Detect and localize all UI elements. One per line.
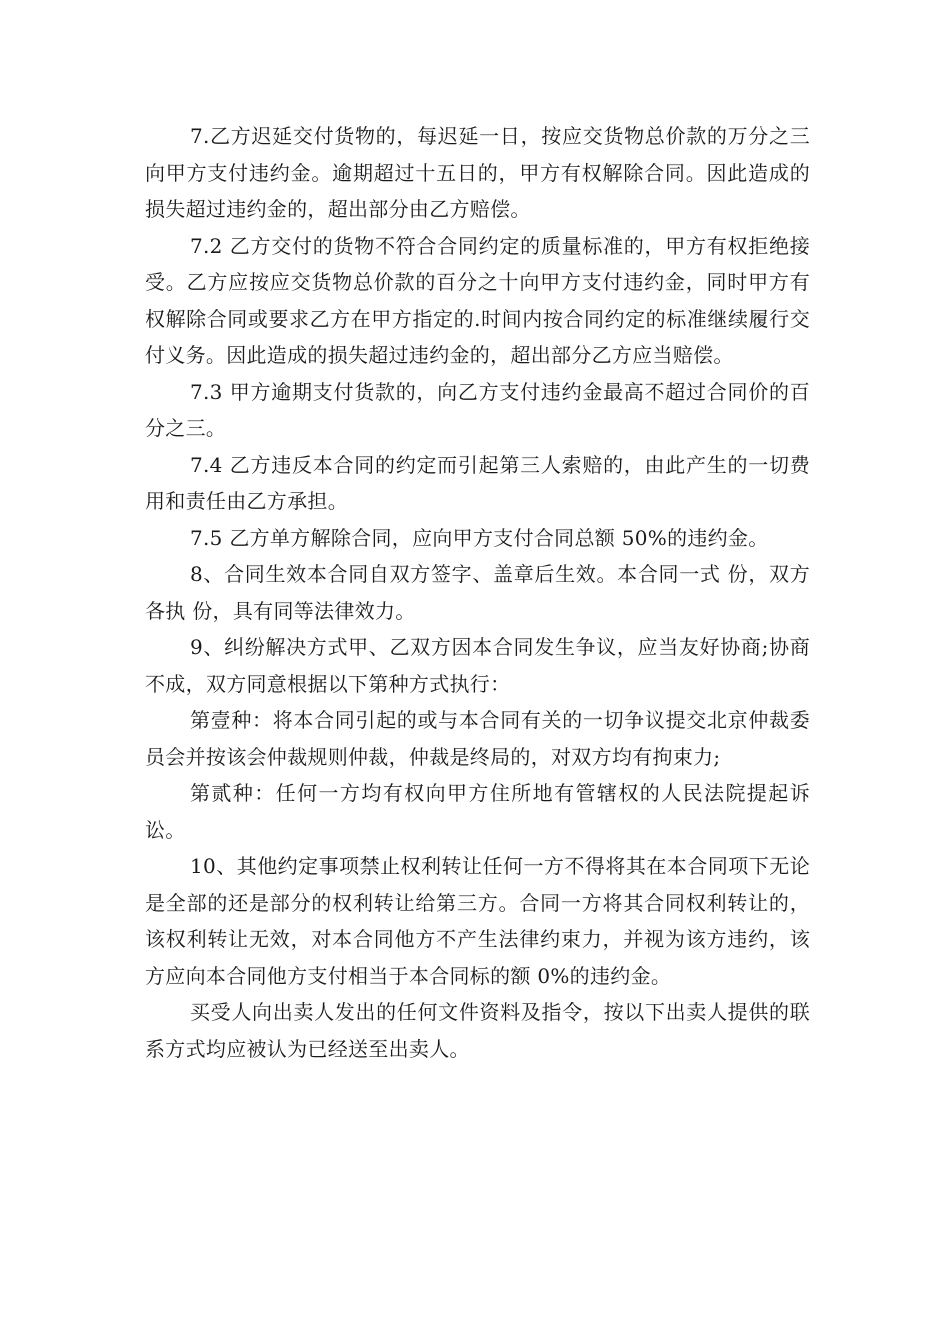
clause-9-option-1: 第壹种：将本合同引起的或与本合同有关的一切争议提交北京仲裁委员会并按该会仲裁规则仲裁，仲裁是终局的，对双方均有拘束力; <box>145 708 810 769</box>
clause-7-1: 7.乙方迟延交付货物的，每迟延一日，按应交货物总价款的万分之三向甲方支付违约金。逾期超过十五日的，甲方有权解除合同。因此造成的损失超过违约金的，超出部分由乙方赔偿。 <box>145 124 810 221</box>
document-page <box>145 118 810 1067</box>
clause-10: 10、其他约定事项禁止权利转让任何一方不得将其在本合同项下无论是全部的还是部分的权利转让给第三方。合同一方将其合同权利转让的，该权利转让无效，对本合同他方不产生法律约束力，并视为该方违约，该方应向本合同他方支付相当于本合同标的额 0%的违约金。 <box>145 854 810 988</box>
clause-notice: 买受人向出卖人发出的任何文件资料及指令，按以下出卖人提供的联系方式均应被认为已经送至出卖人。 <box>145 1000 810 1061</box>
clause-9: 9、纠纷解决方式甲、乙双方因本合同发生争议，应当友好协商;协商不成，双方同意根据以下第种方式执行： <box>145 635 810 696</box>
clause-7-5: 7.5 乙方单方解除合同，应向甲方支付合同总额 50%的违约金。 <box>190 525 769 550</box>
clause-7-2: 7.2 乙方交付的货物不符合合同约定的质量标准的，甲方有权拒绝接受。乙方应按应交货物总价款的百分之十向甲方支付违约金，同时甲方有权解除合同或要求乙方在甲方指定的.时间内按合同约定的标准继续履行交付义务。因此造成的损失超过违约金的，超出部分乙方应当赔偿。 <box>145 233 810 367</box>
clause-9-option-2: 第贰种：任何一方均有权向甲方住所地有管辖权的人民法院提起诉讼。 <box>145 781 810 842</box>
clause-8: 8、合同生效本合同自双方签字、盖章后生效。本合同一式 份，双方各执 份，具有同等法律效力。 <box>145 562 810 623</box>
clause-7-4: 7.4 乙方违反本合同的约定而引起第三人索赔的，由此产生的一切费用和责任由乙方承担。 <box>145 452 810 513</box>
clause-7-3: 7.3 甲方逾期支付货款的，向乙方支付违约金最高不超过合同价的百分之三。 <box>145 379 810 440</box>
